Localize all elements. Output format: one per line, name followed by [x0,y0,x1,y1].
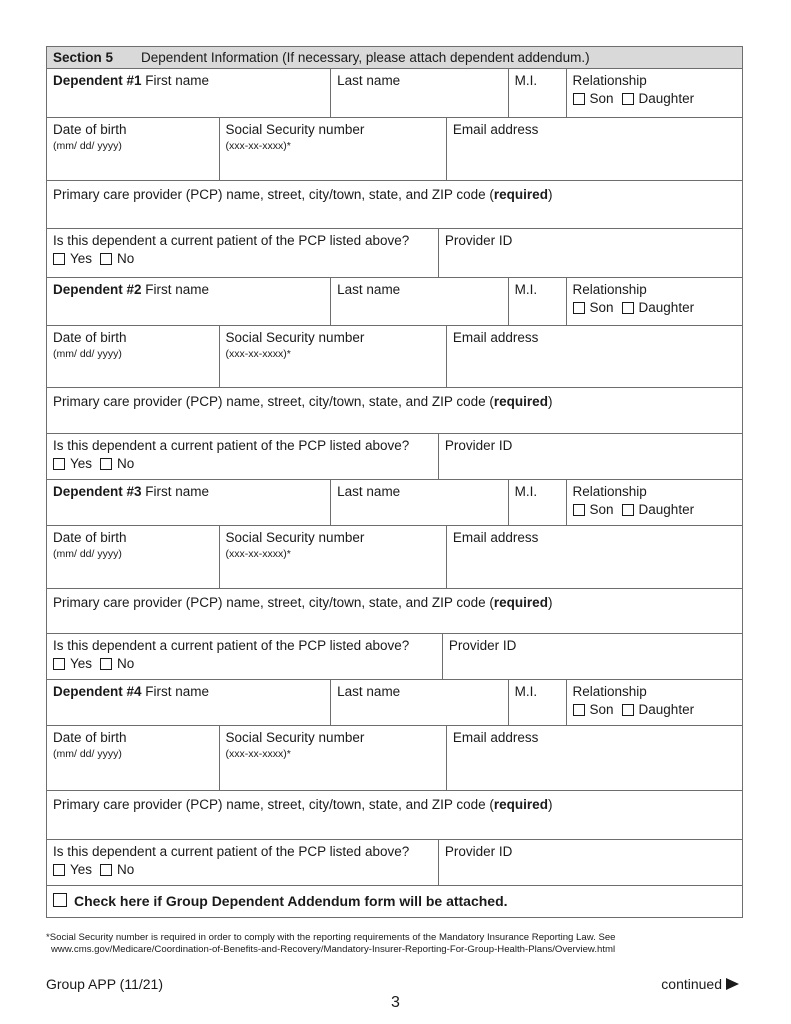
dependent-3-id-row [47,526,742,589]
ssn-footnote [46,932,746,956]
pcp-label-suffix: ) [547,797,553,812]
no-label: No [117,251,135,266]
addendum-cell [47,886,742,917]
dependent-4-dob-field[interactable] [47,726,220,790]
dependent-2-current-patient-field [47,434,439,479]
dependent-4-email-field[interactable] [447,726,742,790]
ssn-format: (xxx-xx-xxxx)* [225,748,291,760]
dependent-2-last-name-field[interactable] [331,278,508,325]
dependent-1-pcp-field[interactable] [47,181,742,228]
dependent-3-name-row [47,480,742,526]
no-checkbox[interactable] [100,864,112,876]
daughter-option [622,502,695,517]
pcp-label-prefix: Primary care provider (PCP) name, street, city/town, state, and ZIP code ( [53,394,494,409]
dependent-4-ssn-field[interactable] [220,726,447,790]
dependent-4-name-row [47,680,742,726]
dependent-4-patient-row [47,840,742,886]
no-option [100,862,134,877]
relationship-options [573,501,737,518]
yes-checkbox[interactable] [53,864,65,876]
dependent-4-current-patient-field [47,840,439,885]
current-patient-options [53,250,432,267]
addendum-checkbox[interactable] [53,893,67,907]
dependent-1-last-name-field[interactable] [331,69,508,117]
email-label: Email address [452,122,539,137]
yes-option [53,251,92,266]
dependent-1-current-patient-field [47,229,439,277]
dependent-2-ssn-field[interactable] [220,326,447,387]
dependent-1-email-field[interactable] [447,118,742,180]
pcp-label-suffix: ) [547,187,553,202]
pcp-required-label: required [493,187,548,202]
dependent-1-provider-id-field[interactable] [439,229,742,277]
pcp-required-label: required [493,797,548,812]
dependent-4-first-name-field[interactable] [47,680,331,725]
no-option [100,456,134,471]
arrow-right-icon [726,978,739,990]
daughter-checkbox[interactable] [622,93,634,105]
dependent-2-dob-field[interactable] [47,326,220,387]
provider-id-label: Provider ID [444,438,513,453]
dependent-4-last-name-field[interactable] [331,680,508,725]
footnote-line-2: www.cms.gov/Medicare/Coordination-of-Benefits-and-Recovery/Mandatory-Insurer-Reporting-For-Group-Health-Plans/Overview.html [51,944,616,955]
no-checkbox[interactable] [100,658,112,670]
dependent-2-pcp-row [47,388,742,434]
dependent-2-relationship-field [567,278,743,325]
dob-format: (mm/ dd/ yyyy) [53,348,122,360]
ssn-format: (xxx-xx-xxxx)* [225,548,291,560]
no-checkbox[interactable] [100,253,112,265]
daughter-option [622,91,695,106]
ssn-label: Social Security number [225,122,365,137]
last-name-label: Last name [337,684,401,699]
dependent-4-id-row [47,726,742,791]
dependent-2-pcp-field[interactable] [47,388,742,433]
ssn-format: (xxx-xx-xxxx)* [225,348,291,360]
first-name-label: First name [145,282,210,297]
current-patient-options [53,861,432,878]
daughter-label: Daughter [638,702,695,717]
dependent-3-first-name-field[interactable] [47,480,331,525]
dependent-4-pcp-row [47,791,742,840]
dependent-2-title: Dependent #2 [53,282,142,297]
first-name-label: First name [145,684,210,699]
ssn-label: Social Security number [225,530,365,545]
son-label: Son [589,91,614,106]
dependent-information-form [46,46,743,918]
dependent-3-dob-field[interactable] [47,526,220,588]
email-label: Email address [452,330,539,345]
relationship-options [573,299,737,316]
relationship-options [573,701,737,718]
yes-label: Yes [70,251,93,266]
dependent-4-relationship-field [567,680,743,725]
relationship-label: Relationship [572,282,647,297]
son-label: Son [589,502,614,517]
first-name-label: First name [145,73,210,88]
dob-label: Date of birth [53,122,127,137]
yes-option [53,862,92,877]
yes-checkbox[interactable] [53,253,65,265]
dependent-1-pcp-row [47,181,742,229]
continued-text: continued [661,976,722,992]
dependent-3-patient-row [47,634,742,680]
dependent-2-patient-row [47,434,742,480]
provider-id-label: Provider ID [444,233,513,248]
page-number: 3 [391,994,400,1011]
son-label: Son [589,300,614,315]
dependent-3-pcp-field[interactable] [47,589,742,633]
yes-option [53,456,92,471]
dob-label: Date of birth [53,330,127,345]
pcp-label-prefix: Primary care provider (PCP) name, street, city/town, state, and ZIP code ( [53,187,494,202]
son-checkbox[interactable] [573,93,585,105]
dependent-4-title: Dependent #4 [53,684,142,699]
dependent-3-current-patient-field [47,634,443,679]
daughter-option [622,300,695,315]
ssn-format: (xxx-xx-xxxx)* [225,140,291,152]
relationship-label: Relationship [572,484,647,499]
son-label: Son [589,702,614,717]
yes-label: Yes [70,862,93,877]
daughter-label: Daughter [638,300,695,315]
pcp-label-prefix: Primary care provider (PCP) name, street, city/town, state, and ZIP code ( [53,797,494,812]
last-name-label: Last name [337,73,401,88]
no-option [100,251,134,266]
dependent-3-provider-id-field[interactable] [443,634,742,679]
dependent-1-name-row [47,69,742,118]
addendum-row [47,886,742,917]
dependent-3-last-name-field[interactable] [331,480,508,525]
current-patient-question: Is this dependent a current patient of the PCP listed above? [53,438,410,453]
form-id: Group APP (11/21) [46,976,163,992]
dob-format: (mm/ dd/ yyyy) [53,548,122,560]
mi-label: M.I. [514,73,538,88]
mi-label: M.I. [514,282,538,297]
last-name-label: Last name [337,282,401,297]
first-name-label: First name [145,484,210,499]
dependent-3-email-field[interactable] [447,526,742,588]
no-label: No [117,656,135,671]
dependent-1-mi-field[interactable] [509,69,567,117]
section-title: Dependent Information (If necessary, please attach dependent addendum.) [141,50,590,65]
son-option [573,300,614,315]
relationship-label: Relationship [572,73,647,88]
son-checkbox[interactable] [573,704,585,716]
yes-option [53,656,92,671]
dob-format: (mm/ dd/ yyyy) [53,748,122,760]
ssn-label: Social Security number [225,330,365,345]
dependent-3-ssn-field[interactable] [220,526,447,588]
dependent-4-mi-field[interactable] [509,680,567,725]
addendum-label: Check here if Group Dependent Addendum form will be attached. [74,893,508,909]
pcp-label-prefix: Primary care provider (PCP) name, street, city/town, state, and ZIP code ( [53,595,494,610]
section-number: Section 5 [53,50,114,65]
dependent-3-mi-field[interactable] [509,480,567,525]
section-header [47,47,742,69]
provider-id-label: Provider ID [444,844,513,859]
dependent-2-email-field[interactable] [447,326,742,387]
daughter-label: Daughter [638,91,695,106]
dependent-2-provider-id-field[interactable] [439,434,742,479]
dependent-3-pcp-row [47,589,742,634]
daughter-option [622,702,695,717]
email-label: Email address [452,730,539,745]
dependent-3-relationship-field [567,480,743,525]
relationship-label: Relationship [572,684,647,699]
mi-label: M.I. [514,484,538,499]
dependent-2-id-row [47,326,742,388]
dependent-2-mi-field[interactable] [509,278,567,325]
current-patient-question: Is this dependent a current patient of the PCP listed above? [53,233,410,248]
dependent-1-title: Dependent #1 [53,73,142,88]
pcp-required-label: required [493,394,548,409]
relationship-options [573,90,737,107]
ssn-label: Social Security number [225,730,365,745]
dependent-1-patient-row [47,229,742,278]
dependent-2-first-name-field[interactable] [47,278,331,325]
current-patient-options [53,655,436,672]
current-patient-question: Is this dependent a current patient of the PCP listed above? [53,844,410,859]
yes-label: Yes [70,656,93,671]
no-label: No [117,862,135,877]
current-patient-options [53,455,432,472]
yes-label: Yes [70,456,93,471]
no-option [100,656,134,671]
dependent-1-ssn-field[interactable] [220,118,447,180]
daughter-checkbox[interactable] [622,504,634,516]
yes-checkbox[interactable] [53,658,65,670]
no-checkbox[interactable] [100,458,112,470]
dependent-1-relationship-field [567,69,743,117]
mi-label: M.I. [514,684,538,699]
pcp-label-suffix: ) [547,595,553,610]
footnote-line-1: *Social Security number is required in order to comply with the reporting requirements of the Mandatory Insurance Reporting Law. See [46,932,616,943]
daughter-checkbox[interactable] [622,302,634,314]
dob-label: Date of birth [53,530,127,545]
pcp-label-suffix: ) [547,394,553,409]
dob-format: (mm/ dd/ yyyy) [53,140,122,152]
dependent-4-pcp-field[interactable] [47,791,742,839]
dependent-1-id-row [47,118,742,181]
son-option [573,502,614,517]
dependent-1-first-name-field[interactable] [47,69,331,117]
dependent-1-dob-field[interactable] [47,118,220,180]
yes-checkbox[interactable] [53,458,65,470]
dob-label: Date of birth [53,730,127,745]
continued-label [661,976,739,992]
son-checkbox[interactable] [573,504,585,516]
email-label: Email address [452,530,539,545]
dependent-4-provider-id-field[interactable] [439,840,742,885]
no-label: No [117,456,135,471]
dependent-2-name-row [47,278,742,326]
current-patient-question: Is this dependent a current patient of the PCP listed above? [53,638,410,653]
daughter-label: Daughter [638,502,695,517]
last-name-label: Last name [337,484,401,499]
son-checkbox[interactable] [573,302,585,314]
son-option [573,91,614,106]
daughter-checkbox[interactable] [622,704,634,716]
pcp-required-label: required [493,595,548,610]
provider-id-label: Provider ID [448,638,517,653]
son-option [573,702,614,717]
dependent-3-title: Dependent #3 [53,484,142,499]
